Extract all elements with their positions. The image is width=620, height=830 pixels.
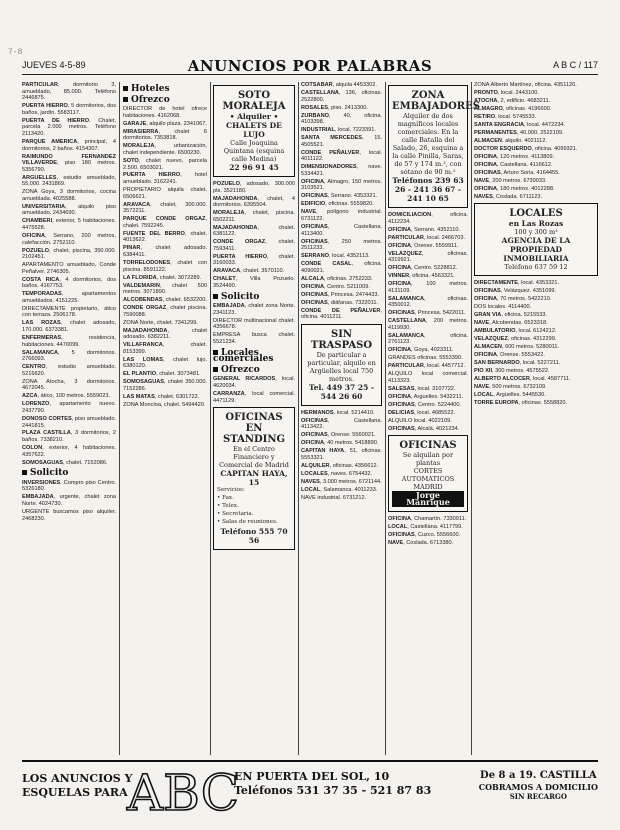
ad-entry: VELAZQUEZ, oficinas. 4319921. <box>388 250 468 264</box>
ad-entry: ALCALA, oficinas. 2752233. <box>301 275 373 282</box>
page-number: A B C / 117 <box>553 60 598 70</box>
ad-entry: VILLAFRANCA, chalet. 8153399. <box>123 342 207 355</box>
ad-list <box>123 106 207 408</box>
ad-entry: CONDE ORGAZ, chalet piscina. 7590088. <box>123 305 208 318</box>
ad-entry: SOMOSAGUAS, chalet. 7152086. <box>22 459 108 466</box>
ad-entry: PIO XII, 300 metros. 4575522. <box>474 368 550 375</box>
ad-entry: UNIVERSITARIA, alquilo piso amueblado. 2434690. <box>22 203 116 217</box>
ad-entry: VELAZQUEZ, oficinas. 4312299. <box>474 336 557 343</box>
ad-entry: OFICINAS, Centro. 5224400. <box>388 401 462 408</box>
section-subheading: Ofrezco <box>123 97 207 104</box>
ad-entry: COLON, exterior, 4 habitaciones. 4357622. <box>22 445 116 458</box>
ad-entry: SALAMANCA, 5 dormitorios. 2766093. <box>22 349 116 363</box>
ad-entry: • Telex. <box>217 503 239 510</box>
ad-entry: CONDE CASAL, oficina. 4090021. <box>301 261 382 274</box>
ad-box-sin-traspaso: SIN TRASPASO De particular a particular, alquilo en Argüelles local 750 metros. Tel. 449 37 25 - 544 26 60 <box>301 324 382 406</box>
section-subheading: Ofrezco <box>213 367 295 374</box>
ad-entry: RAIMUNDO FERNANDEZ VILLAVERDE, piso 180 metros. 5356790. <box>22 153 116 173</box>
column-6 <box>474 82 598 757</box>
ad-entry: PUERTA HIERRO, hotel amueblado. 3162241. <box>123 172 207 186</box>
ad-entry: MAJADAHONDA, chalet, 4 dormitorios. 6395504. <box>213 195 295 209</box>
ad-list <box>213 181 295 290</box>
page-header <box>22 57 598 75</box>
ad-entry: COSTA RICA, 4 dormitorios, dos baños. 4167753. <box>22 276 116 290</box>
column-1 <box>22 82 116 757</box>
ad-entry: OFICINAS, Arturo Soria. 4164455. <box>474 169 560 176</box>
column-3 <box>213 82 295 757</box>
ad-entry: DOS locales. 4114400. <box>474 304 532 311</box>
ad-entry: ARAVACA, chalet, 300.000. 3572211. <box>123 201 207 215</box>
ad-entry: MAJADAHONDA, chalet. 6381122. <box>213 224 295 238</box>
ad-entry: OFICINA, 180 metros. 4012288. <box>474 185 555 192</box>
ad-entry: OFICINAS, Castellana. 4113400. <box>301 223 382 237</box>
ad-entry: DIRECTOR de hotel ofrece habitaciones. 4162068. <box>123 106 207 119</box>
ad-box-zona-embajadores: ZONA EMBAJADORES Alquiler de dos magníficos locales comerciales. En la calle Batalla del Salado, 26, esquina a la calle Pinilla, Saras, de 57 y 174 m.², con sótano de 90 m.² Teléfonos 239 63 26 - 241 36 67 - 241 10 65 <box>388 85 468 208</box>
ad-entry: LOCAL, Argüelles. 5445530. <box>474 392 546 399</box>
ad-entry: ARGUELLES, estudio amueblado, 55.000. 2431869. <box>22 174 116 188</box>
ad-entry: OFICINA, 70 metros. 5422210. <box>474 296 552 303</box>
ad-entry: EMPRESA busca chalet. 5521234. <box>213 332 295 345</box>
ad-entry: ZONA Moncloa, chalet. 5494420. <box>123 401 206 408</box>
ad-entry: OFICINAS, diáfanas. 7322011. <box>301 299 379 306</box>
ad-entry: DOCTOR ESQUERDO, oficina. 4099321. <box>474 145 578 152</box>
column-rule <box>385 82 386 755</box>
ad-entry: ZONA Norte, chalet. 7341299. <box>123 319 198 326</box>
ad-entry: LOCAL, Castellana. 4117799. <box>388 523 463 530</box>
ad-entry: DIRECTAMENTE propietario, ático con terraza. 2506178. <box>22 305 116 319</box>
ad-entry: OFICINA, Chamartín. 7330911. <box>388 515 467 522</box>
ad-entry: CASTELLANA, 136, oficinas. 2522800. <box>301 89 382 103</box>
ad-entry: NAVE industrial. 6731212. <box>301 494 367 501</box>
ad-entry: MIRASIERRA, chalet 6 dormitorios. 7353818. <box>123 128 207 142</box>
ad-entry: SALAMANCA, oficina. 2761123. <box>388 332 468 346</box>
ad-entry: LOCALES, naves. 6754432. <box>301 470 373 477</box>
ad-entry: PERMANENTES, 40.000. 2522109. <box>474 129 564 136</box>
ad-entry: ARAVACA, chalet. 3570110. <box>213 268 285 275</box>
ad-entry: LAS LOMAS, chalet lujo. 6380120. <box>123 356 207 370</box>
ad-entry: NAVE, 200 metros. 6730033. <box>474 177 547 184</box>
ad-entry: ENFERMERAS, residencia, habitaciones. 4470099. <box>22 335 116 348</box>
ad-entry: PARTICULAR, local. 2466703. <box>388 234 466 241</box>
ad-entry: NAVE, Alcobendas. 6523318. <box>474 320 548 327</box>
abc-logo-text: ABC <box>126 764 240 822</box>
ad-entry: PARQUE CONDE ORGAZ, chalet. 7592245. <box>123 216 207 229</box>
ad-box-oficinas-standing: OFICINAS EN STANDING En el Centro Financiero y Comercial de Madrid CAPITAN HAYA, 15 Servicios: • Fax. • Telex. • Secretaria. • Salas de reuniones. Teléfono 555 70 56 <box>213 407 295 550</box>
ad-box-soto-moraleja: SOTO MORALEJA • Alquiler • CHALETS DE LUJO Calle Joaquina Quintana (esquina calle Medina) 22 96 91 45 <box>213 85 295 177</box>
ad-list <box>213 376 295 404</box>
column-rule <box>471 82 472 755</box>
ad-entry: TORRE EUROPA, oficinas. 5558820. <box>474 400 568 407</box>
ad-entry: COTSABAR, alquila 4453302. <box>301 82 377 88</box>
section-heading: Solicito <box>213 294 295 301</box>
section-heading: Solicito <box>22 470 116 477</box>
ad-entry: ALMAGRO, oficinas. 4196600. <box>474 105 552 112</box>
ad-entry: ZONA Goya, 3 dormitorios, cocina amueblada. 4025588. <box>22 189 116 202</box>
ad-list <box>213 303 295 345</box>
ad-list <box>301 82 382 321</box>
ad-entry: NAVE, Coslada. 6713380. <box>388 539 454 546</box>
ad-entry: DONOSO CORTES, piso amueblado. 2441815. <box>22 415 116 429</box>
ad-entry: Servicios: <box>217 487 245 494</box>
ad-entry: CARRANZA, local comercial. 4471129. <box>213 390 295 404</box>
ad-list <box>388 212 468 432</box>
ad-entry: LAS ROZAS, chalet adosado, 170.000. 6373381. <box>22 320 117 334</box>
ad-entry: OFICINAS, Orense. 5560021. <box>301 432 376 439</box>
ad-entry: PARTICULAR, local. 4457712. <box>388 363 466 370</box>
ad-entry: POZUELO, adosado, 300.000 pts. 3521180. <box>213 181 295 194</box>
ad-entry: • Salas de reuniones. <box>217 519 278 526</box>
column-rule <box>119 82 120 755</box>
ad-entry: MAJADAHONDA, chalet adosado. 6382211. <box>123 327 207 341</box>
ad-entry: CONDE ORGAZ, chalet. 7593411. <box>213 239 296 252</box>
ad-entry: AZCA, ático, 100 metros. 5559023. <box>22 393 111 400</box>
ad-entry: EDIFICIO, oficinas. 5559820. <box>301 201 374 208</box>
ad-entry: DOMICILIACION, oficina. 4112234. <box>388 212 468 225</box>
footer-left: LOS ANUNCIOS Y ESQUELAS PARA <box>22 772 133 799</box>
ad-entry: ALQUILO local comercial. 4113323. <box>388 371 468 384</box>
ad-list <box>388 516 468 547</box>
ad-entry: DIRECTOR multinacional chalet. 4356678. <box>213 317 295 331</box>
ad-entry: OFICINA, 120 metros. 4113809. <box>474 153 555 160</box>
ad-entry: PROPIETARIO alquila chalet. 6506621. <box>123 187 207 200</box>
ad-list <box>474 82 598 200</box>
ad-entry: FUENTE DEL BERRO, chalet. 4013622. <box>123 230 207 244</box>
ad-entry: ALQUILER, oficinas. 4356612. <box>301 462 379 469</box>
ad-entry: SALAMANCA, oficinas. 4350012. <box>388 295 468 309</box>
page-title: ANUNCIOS POR PALABRAS <box>187 57 433 75</box>
ad-entry: ZONA Atocha, 3 dormitorios. 4672045. <box>22 378 116 392</box>
ad-entry: PUERTA HIERRO, chalet. 3160033. <box>213 253 295 267</box>
section-heading: Locales comerciales <box>213 347 274 365</box>
ad-entry: PUERTA HIERRO, 5 dormitorios, dos baños, jardín. 5583117. <box>22 103 116 116</box>
ad-entry: VALDEMARIN, chalet 500 metros. 3071890. <box>123 282 207 296</box>
ad-entry: CONDE DE PEÑALVER, oficina. 4011211. <box>301 307 382 321</box>
ad-entry: • Fax. <box>217 495 234 502</box>
ad-entry: OFICINA, 40 metros. 5418890. <box>301 440 379 447</box>
ad-entry: MORALEJA, urbanización, chalet independiente. 6500230. <box>123 143 207 156</box>
ad-entry: EMBAJADA, urgente, chalet zona Norte. 4024730. <box>22 494 116 507</box>
ad-box-locales-las-rozas: LOCALES en Las Rozas 100 y 300 m² AGENCIA DE LA PROPIEDAD INMOBILIARIA Teléfono 637 59 12 <box>474 203 598 276</box>
ad-entry: LORENZO, apartamento nuevo. 2437790. <box>22 401 116 414</box>
ad-entry: TEMPORADAS, apartamentos amueblados. 4151225. <box>22 291 116 304</box>
column-4 <box>301 82 382 757</box>
ad-entry: SOTO, chalet nuevo, parcela 2.500. 6503021. <box>123 157 207 171</box>
ad-entry: LA FLORIDA, chalet. 3072289. <box>123 274 202 281</box>
ad-entry: ZONA Alberto Martínez, oficina. 4351120. <box>474 82 577 88</box>
ad-entry: • Secretaria. <box>217 511 254 518</box>
ad-entry: URGENTE buscamos piso alquiler. 2468230. <box>22 508 116 522</box>
ad-list <box>22 480 116 522</box>
ad-entry: SALESAS, local. 3107722. <box>388 385 456 392</box>
ad-entry: POZUELO, chalet, piscina, 350.000. 2102451. <box>22 247 116 261</box>
ad-entry: OFICINAS, Princesa. 2474433. <box>301 291 380 298</box>
ad-entry: CENTRO, estudio amueblado. 5216620. <box>22 364 116 377</box>
ad-entry: PARQUE AMERICA, principal, 4 dormitorios, 2 baños. 4154307. <box>22 138 116 152</box>
ad-entry: SANTA ENGRACIA, local. 4472234. <box>474 121 566 128</box>
ad-entry: CASTELLANA, 200 metros. 4119930. <box>388 318 468 331</box>
ad-entry: ALMACEN, alquilo. 4021112. <box>474 137 547 144</box>
ad-entry: OFICINA, Serrano, 200 metros, calefacción. 2752110. <box>22 232 116 246</box>
ad-entry: OFICINA, Castellana. 4116612. <box>474 161 553 168</box>
ad-entry: DELICIAS, local. 4685522. <box>388 409 456 416</box>
bullet-square-icon <box>213 367 218 372</box>
ad-entry: GRANDES oficinas. 5553390. <box>388 355 463 362</box>
ad-entry: AMBULATORIO, local. 6124212. <box>474 328 557 335</box>
ad-entry: OFICINA, Orense. 5559911. <box>388 242 459 249</box>
ad-entry: ALCOBENDAS, chalet. 6532200. <box>123 297 207 304</box>
ad-entry: CONDE PEÑALVER, local. 4011122. <box>301 149 382 163</box>
ad-entry: GENERAL RICARDOS, local. 4620034. <box>213 376 295 389</box>
ad-entry: CHALET, Villa Pozuelo. 3524490. <box>213 276 295 290</box>
column-rule <box>210 82 211 755</box>
section-heading: Hoteles <box>123 86 207 93</box>
ad-entry: PRONTO, local. 2443100. <box>474 89 539 96</box>
ad-entry: APARTAMENTO amueblado, Conde Peñalver. 2746305. <box>22 262 116 275</box>
ad-entry: INVERSIONES. Compro piso Centro. 5326180. <box>22 479 116 493</box>
ad-entry: LAS MATAS, chalet. 6301722. <box>123 393 200 400</box>
bullet-square-icon <box>213 294 218 299</box>
ad-entry: EMBAJADA, chalet zona Norte. 2341123. <box>213 303 295 316</box>
ad-entry: CHAMBERI, exterior, 5 habitaciones. 4475528. <box>22 218 116 231</box>
ad-entry: MORALEJA, chalet, piscina. 6502211. <box>213 210 295 223</box>
ad-entry: NAVE, 500 metros. 6732109. <box>474 384 547 391</box>
ad-entry: NAVES, 3.000 metros. 6721144. <box>301 478 382 485</box>
ad-entry: TORRELODONES, chalet con piscina. 8591122. <box>123 259 207 273</box>
ad-entry: OFICINA, Almagro, 150 metros. 3103521. <box>301 178 382 192</box>
ad-entry: GRAN VIA, oficina. 5215533. <box>474 312 548 319</box>
column-rule <box>298 82 299 755</box>
ad-entry: OFICINA, Serrano. 4352110. <box>388 226 461 233</box>
ad-entry: DIRECTAMENTE, local. 4353321. <box>474 280 560 287</box>
bullet-square-icon <box>123 97 128 102</box>
ad-entry: ALBERTO ALCOCER, local. 4587711. <box>474 376 571 383</box>
footer-right: De 8 a 19. CASTILLA COBRAMOS A DOMICILIO SIN RECARGO <box>478 770 598 801</box>
ad-entry: INDUSTRIAL, local. 7223391. <box>301 127 376 134</box>
ad-entry: OFICINAS, Cuzco. 5556600. <box>388 531 461 538</box>
ad-entry: OFICINA, Goya. 4023311. <box>388 347 454 354</box>
ad-entry: RETIRO, local. 5745533. <box>474 113 537 120</box>
ad-entry: ROSALES, piso. 2413300. <box>301 104 368 111</box>
ad-entry: OFICINA, Centro. 5211009. <box>301 283 370 290</box>
column-5 <box>388 82 480 757</box>
ad-entry: OFICINA, Arguelles. 5432211. <box>388 393 464 400</box>
column-2 <box>123 82 207 757</box>
ad-entry: PINAR, chalet adosado. 6384411. <box>123 245 207 258</box>
footer-center: EN PUERTA DEL SOL, 10 Teléfonos 531 37 35 - 521 87 83 <box>234 770 432 797</box>
ad-entry: PUERTA DE HIERRO. Chalet, parcela 2.000 metros. Teléfono 2113420. <box>22 117 116 137</box>
ad-entry: OFICINAS, Princesa. 5422011. <box>388 310 466 317</box>
ad-entry: LOCAL, Salamanca. 4011233. <box>301 486 378 493</box>
abc-logo <box>126 764 240 822</box>
ad-entry: OFICINAS, Velázquez. 4351099. <box>474 288 557 295</box>
ad-entry: SANTA MERCEDES, 15. 4505521. <box>301 135 383 148</box>
ad-entry: OFICINAS, Castellana. 4113422. <box>301 417 382 431</box>
ad-entry: SAN BERNARDO, local. 5227211. <box>474 360 561 367</box>
ad-entry: SOMOSAGUAS, chalet 350.000. 7152286. <box>123 379 207 392</box>
ad-entry: EL PLANTIO, chalet. 3073481. <box>123 371 201 378</box>
bullet-square-icon <box>22 470 27 475</box>
ad-entry: ALMACEN, 600 metros. 5280011. <box>474 344 560 351</box>
ad-entry: OFICINAS, Serrano. 4353321. <box>301 193 378 200</box>
ad-list <box>22 82 116 466</box>
ad-box-oficinas: OFICINAS Se alquilan por plantas CORTES AUTOMATICOS MADRID Jorge Manrique <box>388 435 468 511</box>
ad-entry: PARTICULAR, dormitorio 3, amueblado, 85.000. Teléfono 2446875. <box>22 82 116 102</box>
ad-entry: ALQUILO local. 4022109. <box>388 417 452 424</box>
ad-entry: ATOCHA, 2, edificio. 4683211. <box>474 97 551 104</box>
service-list <box>217 487 291 526</box>
ad-list <box>474 280 598 406</box>
ad-entry: OFICINA, Orense. 5553422. <box>474 352 545 359</box>
ad-entry: CAPITAN HAYA, 51, oficinas. 5553321. <box>301 448 382 461</box>
ad-entry: OFICINAS, Alcalá. 4021234. <box>388 425 460 432</box>
ad-list <box>301 410 382 502</box>
ad-entry: HERMANOS, local. 5214410. <box>301 409 375 416</box>
page-stamp: 7-8 <box>8 48 23 57</box>
ad-entry: DIMENSIONADORES, nave. 5334421. <box>301 164 382 177</box>
ad-entry: ZURBANO, 40, oficina. 4103398. <box>301 112 382 126</box>
ad-entry: OFICINA, Centro. 5228812. <box>388 265 458 272</box>
ad-entry: NAVE, polígono industrial. 6731122. <box>301 209 382 222</box>
ad-entry: NAVES, Coslada. 6711123. <box>474 193 543 200</box>
bullet-square-icon <box>123 86 128 91</box>
footer-banner <box>22 760 598 820</box>
ad-entry: PLAZA CASTILLA, 3 dormitorios, 2 baños. 7338210. <box>22 430 116 444</box>
ad-entry: SERRANO, local. 4352113. <box>301 253 370 260</box>
ad-entry: GARAJE, alquilo plaza. 2341067. <box>123 120 207 127</box>
ad-entry: OFICINA, 100 metros. 4131109. <box>388 281 468 294</box>
ad-entry: OFICINAS, 250 metros. 2511233. <box>301 238 382 252</box>
header-date: JUEVES 4-5-89 <box>22 60 86 70</box>
ad-entry: VINNER, oficina. 4563321. <box>388 273 455 280</box>
